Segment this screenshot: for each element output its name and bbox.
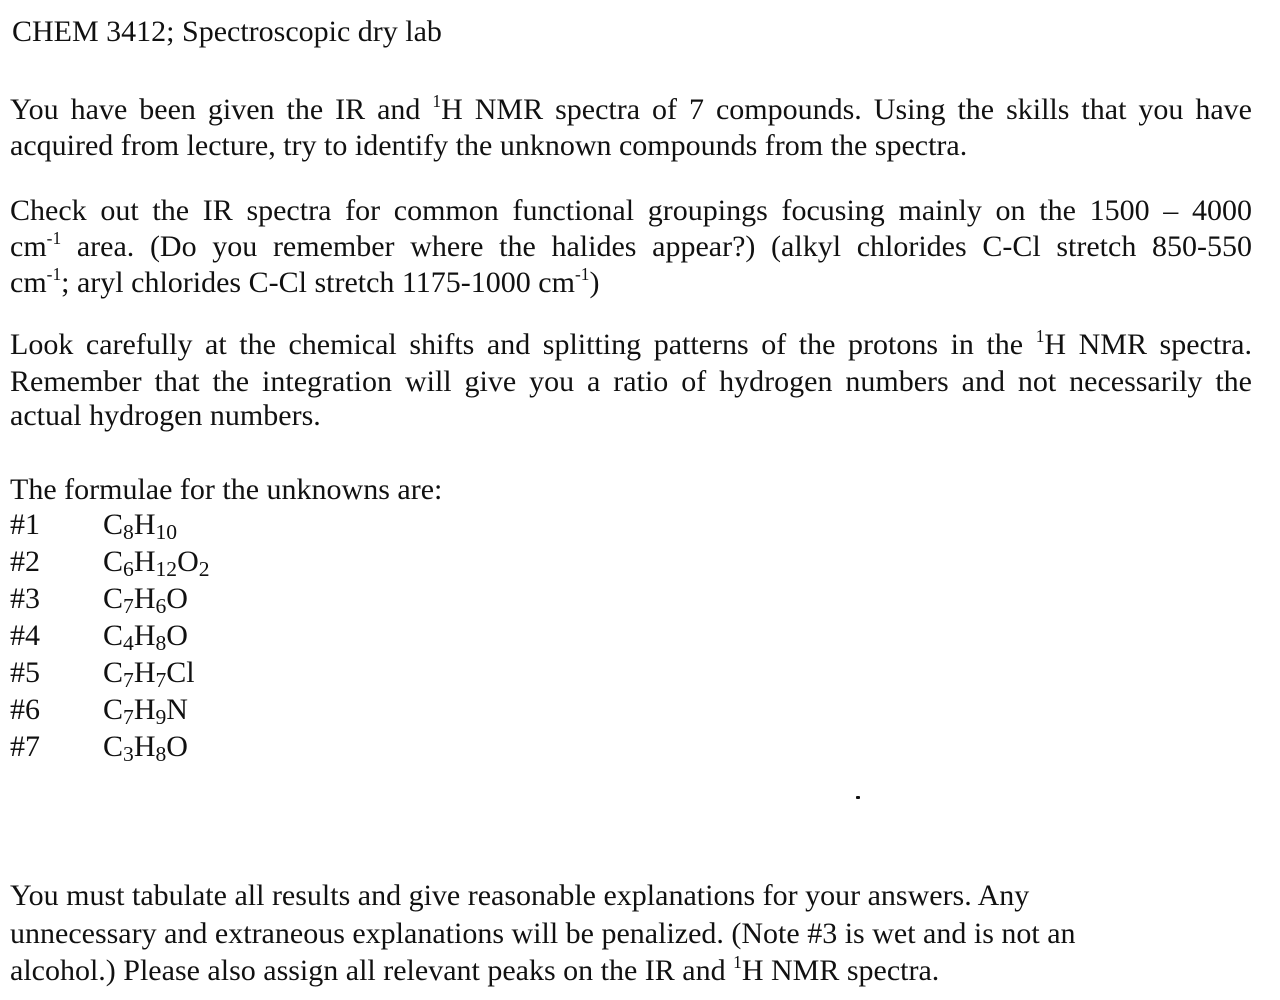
closing-line-3 [10, 953, 939, 989]
formula-label-3: #3 [10, 582, 40, 615]
element-symbol: C [103, 508, 124, 541]
element-count: 8 [155, 741, 167, 766]
element-count: 7 [123, 667, 134, 692]
element-symbol: O [166, 730, 188, 763]
element-symbol: C [103, 582, 124, 615]
superscript-one: 1 [432, 90, 442, 111]
paragraph-ir-line-1: Check out the IR spectra for common functional groupings focusing mainly on the 1500 – 4000 [10, 194, 1252, 227]
element-symbol: Cl [166, 656, 195, 689]
paragraph-ir-line-3 [10, 265, 599, 301]
nmr-text-start: Look carefully at the chemical shifts and splitting patterns of the protons in the [10, 328, 1036, 361]
paragraph-intro-line-1 [10, 92, 1252, 128]
element-count: 2 [198, 556, 210, 581]
closing-parenthesis: ) [589, 266, 600, 299]
element-count: 10 [155, 519, 178, 544]
element-symbol: H [133, 582, 156, 615]
scan-dot-mark [856, 796, 860, 799]
element-symbol: O [177, 545, 199, 578]
element-symbol: C [103, 693, 124, 726]
element-count: 4 [123, 630, 134, 655]
element-symbol: H [133, 508, 156, 541]
element-count: 8 [155, 630, 167, 655]
element-symbol: H [133, 656, 156, 689]
element-symbol: C [103, 730, 124, 763]
element-symbol: C [103, 619, 124, 652]
element-count: 9 [155, 704, 167, 729]
paragraph-ir-line-2 [10, 229, 1252, 265]
paragraph-intro-line-2: acquired from lecture, try to identify the unknown compounds from the spectra. [10, 129, 968, 162]
paragraph-nmr-line-3: actual hydrogen numbers. [10, 399, 321, 432]
formula-label-6: #6 [10, 693, 40, 726]
element-count: 8 [123, 519, 134, 544]
paragraph-nmr-line-2: Remember that the integration will give you a ratio of hydrogen numbers and not necessarily the [10, 365, 1252, 398]
formula-3 [103, 581, 188, 617]
formula-1 [103, 507, 177, 543]
halide-note: area. (Do you remember where the halides appear?) (alkyl chlorides C-Cl stretch 850-550 [61, 230, 1252, 263]
closing-text-start: alcohol.) Please also assign all relevant peaks on the IR and [10, 954, 734, 987]
superscript-one: 1 [733, 951, 742, 972]
element-symbol: H [133, 619, 156, 652]
formula-label-5: #5 [10, 656, 40, 689]
formula-label-4: #4 [10, 619, 40, 652]
page-title: CHEM 3412; Spectroscopic dry lab [12, 15, 442, 48]
element-count: 12 [155, 556, 178, 581]
closing-line-2: unnecessary and extraneous explanations will be penalized. (Note #3 is wet and is not an [10, 917, 1076, 950]
nmr-text-end: H NMR spectra. [1044, 328, 1252, 361]
element-symbol: C [103, 545, 124, 578]
formula-label-1: #1 [10, 508, 40, 541]
superscript-minus-one: -1 [46, 263, 62, 284]
formula-4 [103, 618, 188, 654]
element-symbol: O [166, 619, 188, 652]
element-count: 6 [123, 556, 134, 581]
formula-7 [103, 729, 188, 765]
closing-line-1: You must tabulate all results and give reasonable explanations for your answers. Any [10, 879, 1030, 912]
superscript-minus-one: -1 [46, 227, 62, 248]
unit-cm: cm [10, 230, 47, 263]
superscript-one: 1 [1035, 325, 1045, 346]
paragraph-nmr-line-1 [10, 327, 1252, 363]
element-symbol: C [103, 656, 124, 689]
aryl-chlorides-note: ; aryl chlorides C-Cl stretch 1175-1000 cm [61, 266, 575, 299]
element-count: 3 [123, 741, 134, 766]
element-symbol: O [166, 582, 188, 615]
element-symbol: H [133, 730, 156, 763]
element-symbol: H [133, 693, 156, 726]
unit-cm: cm [10, 266, 47, 299]
formula-2 [103, 544, 210, 580]
intro-text-end: H NMR spectra of 7 compounds. Using the skills that you have [441, 93, 1252, 126]
formula-5 [103, 655, 195, 691]
formula-label-2: #2 [10, 545, 40, 578]
element-count: 7 [155, 667, 167, 692]
element-count: 6 [155, 593, 167, 618]
element-symbol: H [133, 545, 156, 578]
closing-text-end: H NMR spectra. [741, 954, 940, 987]
superscript-minus-one: -1 [574, 263, 590, 284]
formula-6 [103, 692, 188, 728]
element-count: 7 [123, 593, 134, 618]
formula-label-7: #7 [10, 730, 40, 763]
intro-text-start: You have been given the IR and [10, 93, 433, 126]
element-symbol: N [166, 693, 188, 726]
formulae-heading: The formulae for the unknowns are: [10, 473, 443, 506]
element-count: 7 [123, 704, 134, 729]
